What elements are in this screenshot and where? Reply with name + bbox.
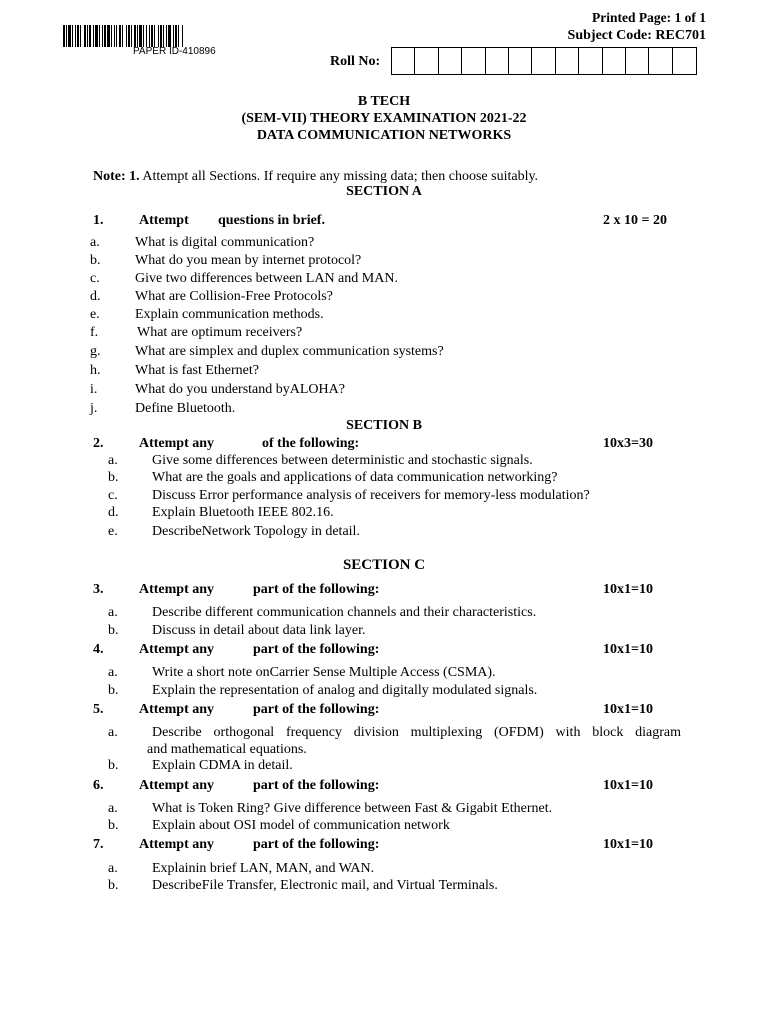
question-text: What is digital communication?	[135, 235, 315, 250]
exam-title: (SEM-VII) THEORY EXAMINATION 2021-22	[241, 111, 527, 126]
roll-no-label: Roll No:	[330, 54, 381, 69]
question-text: Describe different communication channels and their characteristics.	[152, 605, 537, 620]
question-text: Define Bluetooth.	[135, 401, 236, 416]
question-letter: a.	[108, 801, 118, 816]
question-marks: 2 x 10 = 20	[603, 213, 667, 228]
question-instruction: Attempt any	[139, 582, 215, 597]
question-letter: e.	[108, 524, 118, 539]
question-text: What do you mean by internet protocol?	[135, 253, 362, 268]
question-instruction: part of the following:	[253, 778, 380, 793]
question-text: What are Collision-Free Protocols?	[135, 289, 333, 304]
roll-no-box[interactable]	[509, 48, 532, 74]
question-text: Discuss in detail about data link layer.	[152, 623, 366, 638]
question-letter: i.	[90, 382, 98, 397]
question-letter: d.	[108, 505, 119, 520]
question-number: 4.	[93, 642, 104, 657]
question-letter: b.	[108, 623, 119, 638]
question-text: What are optimum receivers?	[137, 325, 303, 340]
question-instruction: part of the following:	[253, 582, 380, 597]
question-letter: a.	[108, 605, 118, 620]
roll-no-box[interactable]	[603, 48, 626, 74]
exam-subject: DATA COMMUNICATION NETWORKS	[256, 128, 512, 143]
question-letter: d.	[90, 289, 101, 304]
question-letter: a.	[108, 861, 118, 876]
question-instruction: Attempt any	[139, 778, 215, 793]
question-text: Give some differences between deterministic and stochastic signals.	[152, 453, 533, 468]
question-text: Explain CDMA in detail.	[152, 758, 293, 773]
question-number: 7.	[93, 837, 104, 852]
question-letter: c.	[108, 488, 118, 503]
question-letter: f.	[90, 325, 99, 340]
roll-no-box[interactable]	[462, 48, 485, 74]
question-instruction: part of the following:	[253, 702, 380, 717]
paper-id: PAPER ID-410896	[133, 46, 216, 57]
question-letter: g.	[90, 344, 101, 359]
question-letter: c.	[90, 271, 100, 286]
question-number: 6.	[93, 778, 104, 793]
question-text: DescribeNetwork Topology in detail.	[152, 524, 360, 539]
section-c-heading: SECTION C	[342, 557, 426, 573]
question-text: Explain about OSI model of communication network	[152, 818, 450, 833]
question-text: Write a short note onCarrier Sense Multiple Access (CSMA).	[152, 665, 496, 680]
question-letter: b.	[108, 683, 119, 698]
note-label: Note: 1.	[93, 169, 140, 184]
subject-code-label: Subject Code: REC701	[567, 28, 706, 43]
question-letter: a.	[108, 665, 118, 680]
question-marks: 10x1=10	[603, 702, 653, 717]
question-letter: e.	[90, 307, 100, 322]
roll-no-box[interactable]	[579, 48, 602, 74]
section-b-heading: SECTION B	[346, 418, 422, 433]
question-text: What are simplex and duplex communication systems?	[135, 344, 444, 359]
question-instruction: Attempt any	[139, 837, 215, 852]
question-number: 1.	[93, 213, 104, 228]
question-instruction: questions in brief.	[218, 213, 325, 228]
question-number: 5.	[93, 702, 104, 717]
exam-degree: B TECH	[357, 94, 411, 109]
question-marks: 10x3=30	[603, 436, 653, 451]
note	[93, 169, 538, 185]
question-instruction: Attempt	[139, 213, 189, 228]
question-marks: 10x1=10	[603, 837, 653, 852]
question-letter: h.	[90, 363, 101, 378]
barcode	[63, 25, 291, 47]
question-marks: 10x1=10	[603, 642, 653, 657]
question-letter: j.	[90, 401, 98, 416]
roll-no-box[interactable]	[556, 48, 579, 74]
question-text: DescribeFile Transfer, Electronic mail, and Virtual Terminals.	[152, 878, 498, 893]
question-letter: a.	[108, 453, 118, 468]
roll-no-box[interactable]	[673, 48, 696, 74]
question-text: What is fast Ethernet?	[135, 363, 260, 378]
question-letter: a.	[108, 725, 118, 740]
question-instruction: Attempt any	[139, 642, 215, 657]
roll-no-box[interactable]	[439, 48, 462, 74]
roll-no-box[interactable]	[415, 48, 438, 74]
question-instruction: Attempt any	[139, 702, 215, 717]
question-marks: 10x1=10	[603, 582, 653, 597]
question-text: Explain communication methods.	[135, 307, 324, 322]
section-a-heading: SECTION A	[346, 184, 422, 199]
question-text: What are the goals and applications of data communication networking?	[152, 470, 558, 485]
question-text: Explain Bluetooth IEEE 802.16.	[152, 505, 334, 520]
question-number: 3.	[93, 582, 104, 597]
roll-no-box[interactable]	[532, 48, 555, 74]
question-text: Give two differences between LAN and MAN.	[135, 271, 398, 286]
question-text: Discuss Error performance analysis of receivers for memory-less modulation?	[152, 488, 590, 503]
question-number: 2.	[93, 436, 104, 451]
roll-no-box[interactable]	[486, 48, 509, 74]
question-letter: b.	[108, 470, 119, 485]
question-letter: b.	[90, 253, 101, 268]
printed-page-label: Printed Page: 1 of 1	[592, 10, 706, 25]
question-marks: 10x1=10	[603, 778, 653, 793]
question-text-continued: and mathematical equations.	[147, 742, 307, 757]
question-instruction: part of the following:	[253, 642, 380, 657]
question-letter: b.	[108, 818, 119, 833]
question-text: What do you understand byALOHA?	[135, 382, 345, 397]
question-text: What is Token Ring? Give difference between Fast & Gigabit Ethernet.	[152, 801, 553, 816]
question-instruction: part of the following:	[253, 837, 380, 852]
question-letter: a.	[90, 235, 100, 250]
question-instruction: Attempt any	[139, 436, 215, 451]
question-letter: b.	[108, 878, 119, 893]
question-text: Describe orthogonal frequency division multiplexing (OFDM) with block diagram	[152, 725, 681, 740]
roll-no-box[interactable]	[392, 48, 415, 74]
note-text: Attempt all Sections. If require any missing data; then choose suitably.	[142, 169, 539, 184]
roll-no-box[interactable]	[626, 48, 649, 74]
barcode-bar	[183, 25, 185, 47]
question-text: Explainin brief LAN, MAN, and WAN.	[152, 861, 375, 876]
question-text: Explain the representation of analog and digitally modulated signals.	[152, 683, 538, 698]
question-instruction: of the following:	[262, 436, 360, 451]
question-letter: b.	[108, 758, 119, 773]
roll-no-box[interactable]	[649, 48, 672, 74]
roll-no-boxes[interactable]	[391, 47, 697, 75]
